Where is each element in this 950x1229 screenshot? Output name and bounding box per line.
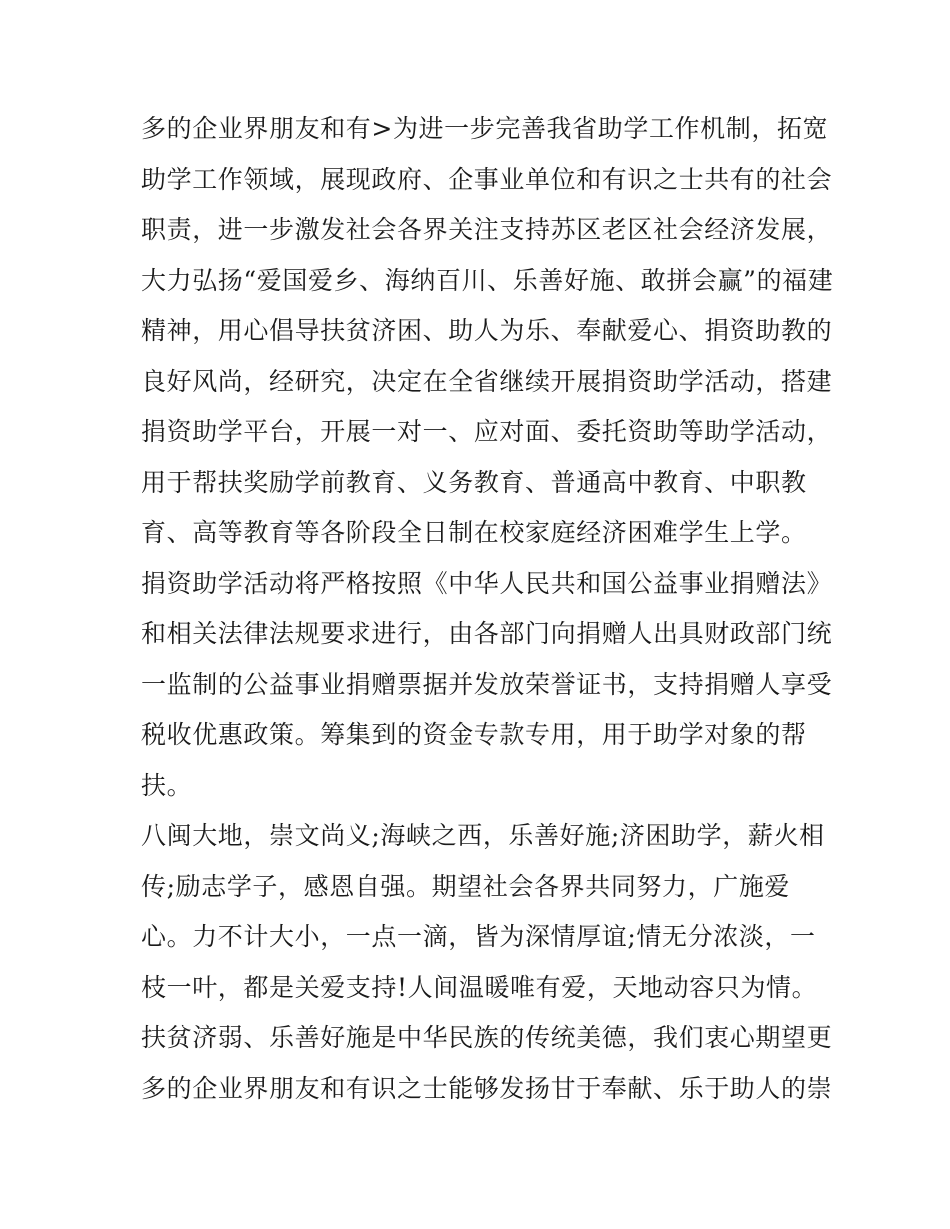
text-line: 多的企业界朋友和有>为进一步完善我省助学工作机制，拓宽: [141, 114, 829, 143]
text-line: 一监制的公益事业捐赠票据并发放荣誉证书，支持捐赠人享受: [141, 669, 833, 699]
text-line: 助学工作领域，展现政府、企事业单位和有识之士共有的社会: [141, 164, 833, 194]
text-line: 心。力不计大小，一点一滴，皆为深情厚谊;情无分浓淡，一: [141, 922, 816, 951]
text-line: 和相关法律法规要求进行，由各部门向捐赠人出具财政部门统: [141, 619, 833, 648]
text-line: 良好风尚，经研究，决定在全省继续开展捐资助学活动，搭建: [141, 366, 833, 396]
text-line: 枝一叶，都是关爱支持!人间温暖唯有爱，天地动容只为情。: [141, 972, 818, 1002]
text-line: 职责，进一步激发社会各界关注支持苏区老区社会经济发展，: [141, 215, 833, 244]
text-line: 扶贫济弱、乐善好施是中华民族的传统美德，我们衷心期望更: [141, 1023, 833, 1052]
text-line: 传;励志学子，感恩自强。期望社会各界共同努力，广施爱: [141, 871, 791, 901]
text-line: 扶。: [141, 770, 193, 800]
text-line: 多的企业界朋友和有识之士能够发扬甘于奉献、乐于助人的崇: [141, 1073, 833, 1103]
text-line: 用于帮扶奖励学前教育、义务教育、普通高中教育、中职教: [141, 467, 807, 497]
text-line: 税收优惠政策。筹集到的资金专款专用，用于助学对象的帮: [141, 720, 807, 749]
body-text: [141, 104, 834, 1114]
text-line: 大力弘扬“爱国爱乡、海纳百川、乐善好施、敢拼会赢”的福建: [141, 265, 834, 295]
text-line: 捐资助学活动将严格按照《中华人民共和国公益事业捐赠法》: [141, 568, 833, 598]
text-line: 育、高等教育等各阶段全日制在校家庭经济困难学生上学。: [141, 518, 807, 547]
text-line: 捐资助学平台，开展一对一、应对面、委托资助等助学活动，: [141, 417, 833, 446]
text-line: 八闽大地，崇文尚义;海峡之西，乐善好施;济困助学，薪火相: [141, 821, 825, 850]
text-line: 精神，用心倡导扶贫济困、助人为乐、奉献爱心、捐资助教的: [141, 316, 833, 345]
